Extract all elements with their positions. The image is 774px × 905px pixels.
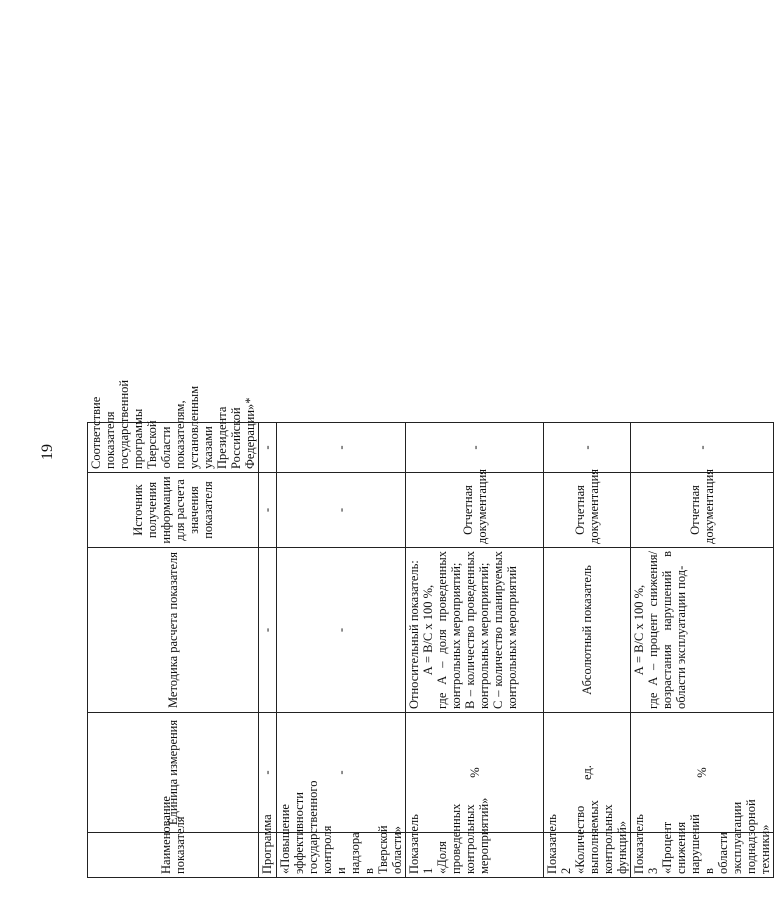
- row-method: [406, 548, 544, 713]
- row-name: Показатель 1 «Доля проведенных контрольных мероприятий»: [406, 833, 544, 878]
- row-unit: -: [277, 713, 406, 833]
- method-line: где А – процент снижения/ возрастания нарушений в области эксплуатации под-: [646, 551, 688, 709]
- table-row: [277, 46, 406, 878]
- row-unit: ед.: [544, 713, 631, 833]
- row-match: -: [544, 423, 631, 473]
- method-formula: А = В/С х 100 %,: [421, 584, 435, 676]
- row-method: -: [277, 548, 406, 713]
- table-row: [544, 46, 631, 878]
- row-unit: -: [259, 713, 277, 833]
- indicator-table: [87, 45, 774, 878]
- table-row: [259, 46, 277, 878]
- method-line: Относительный показатель:: [407, 560, 421, 709]
- table-row: [631, 46, 774, 878]
- row-match: -: [406, 423, 544, 473]
- header-method: Методика расчета показателя: [88, 548, 259, 713]
- row-name: Показатель 2 «Количество выполняемых контрольных функций»: [544, 833, 631, 878]
- row-unit: %: [631, 713, 774, 833]
- header-name: Наименование показателя: [88, 833, 259, 878]
- table-row: [406, 46, 544, 878]
- row-unit: %: [406, 713, 544, 833]
- row-match: -: [631, 423, 774, 473]
- row-name: Программа: [259, 833, 277, 878]
- header-unit: Единица измерения: [88, 713, 259, 833]
- header-match: Соответствие показателя государственной программы Тверской области показателям, установленным указами Президента Российской Федерации»*: [88, 423, 259, 473]
- row-source: -: [259, 473, 277, 548]
- row-method: -: [259, 548, 277, 713]
- method-line: где А – доля проведенных контрольных мероприятий;: [435, 551, 463, 709]
- row-source: Отчетная документация: [631, 473, 774, 548]
- method-formula: А = В/С х 100 %,: [632, 584, 646, 676]
- row-method: Абсолютный показатель: [544, 548, 631, 713]
- row-method: [631, 548, 774, 713]
- rotated-table-wrapper: [87, 46, 772, 878]
- row-source: Отчетная документация: [544, 473, 631, 548]
- table-header-row: [88, 46, 259, 878]
- row-match: -: [259, 423, 277, 473]
- header-source: Источник получения информации для расчета значения показателя: [88, 473, 259, 548]
- row-source: -: [277, 473, 406, 548]
- method-line: В – количество проведенных контрольных мероприятий;: [463, 551, 491, 709]
- row-match: -: [277, 423, 406, 473]
- method-line: С – количество планируемых контрольных мероприятий: [491, 551, 519, 709]
- row-source: Отчетная документация: [406, 473, 544, 548]
- page-number: 19: [39, 444, 56, 460]
- row-name: Показатель 3 «Процент снижения нарушений в области эксплуатации поднадзорной техники»: [631, 833, 774, 878]
- row-name: «Повышение эффективности государственного контроля и надзора в Тверской области»: [277, 833, 406, 878]
